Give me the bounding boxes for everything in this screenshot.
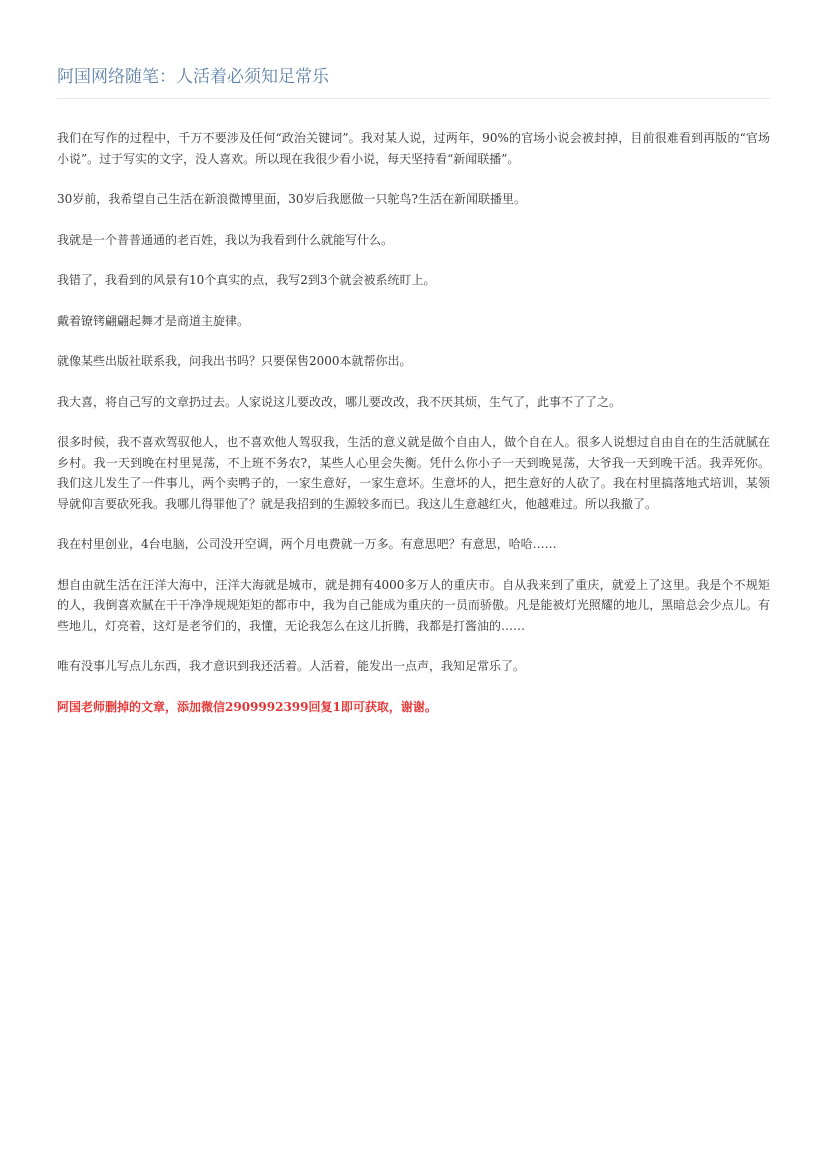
wechat-notice: 阿国老师删掉的文章，添加微信2909992399回复1即可获取，谢谢。 bbox=[57, 699, 437, 714]
paragraph-4: 我错了，我看到的风景有10个真实的点，我写2到3个就会被系统盯上。 bbox=[57, 273, 436, 287]
paragraph-1: 我们在写作的过程中，千万不要涉及任何“政治关键词”。我对某人说，过两年，90%的官场小说会被封掉，目前很难看到再版的“官场小说”。过于写实的文字，没人喜欢。所以现在我很少看小说，每天坚持看“新闻联播”。 bbox=[57, 131, 770, 166]
paragraph-11: 唯有没事儿写点儿东西，我才意识到我还活着。人活着，能发出一点声，我知足常乐了。 bbox=[57, 659, 526, 673]
paragraph-7: 我大喜，将自己写的文章扔过去。人家说这儿要改改，哪儿要改改，我不厌其烦，生气了，此事不了了之。 bbox=[57, 394, 622, 409]
paragraph-3: 我就是一个普普通通的老百姓，我以为我看到什么就能写什么。 bbox=[57, 232, 394, 247]
article-body bbox=[57, 128, 770, 737]
paragraph-8: 很多时候，我不喜欢驾驭他人，也不喜欢他人驾驭我，生活的意义就是做个自由人，做个自在人。很多人说想过自由自在的生活就腻在乡村。我一天到晚在村里晃荡，不上班不务农?，某些人心里会失衡。凭什么你小子一天到晚晃荡，大爷我一天到晚干活。我弄死你。我们这儿发生了一件事儿，两个卖鸭子的，一家生意好，一家生意坏。生意坏的人，把生意好的人砍了。我在村里搞落地式培训，某领导就仰言要砍死我。我哪儿得罪他了？就是我招到的生源较多而已。我这儿生意越红火，他越难过。所以我撤了。 bbox=[57, 435, 770, 511]
paragraph-5: 戴着镣铐翩翩起舞才是商道主旋律。 bbox=[57, 313, 250, 328]
page-title: 阿国网络随笔：人活着必须知足常乐 bbox=[57, 67, 329, 87]
title-divider bbox=[57, 98, 770, 99]
paragraph-6: 就像某些出版社联系我，问我出书吗？只要保售2000本就帮你出。 bbox=[57, 354, 412, 368]
paragraph-2: 30岁前，我希望自己生活在新浪微博里面，30岁后我愿做一只鸵鸟?生活在新闻联播里。 bbox=[57, 192, 526, 206]
paragraph-10: 想自由就生活在汪洋大海中，汪洋大海就是城市，就是拥有4000多万人的重庆市。自从我来到了重庆，就爱上了这里。我是个不规矩的人，我倒喜欢腻在干干净净规规矩矩的都市中，我为自己能成为重庆的一员而骄傲。凡是能被灯光照耀的地儿，黑暗总会少点儿。有些地儿，灯亮着，这灯是老爷们的，我懂，无论我怎么在这儿折腾，我都是打酱油的…… bbox=[57, 577, 770, 633]
paragraph-9: 我在村里创业，4台电脑，公司没开空调，两个月电费就一万多。有意思吧？有意思，哈哈…… bbox=[57, 537, 557, 551]
